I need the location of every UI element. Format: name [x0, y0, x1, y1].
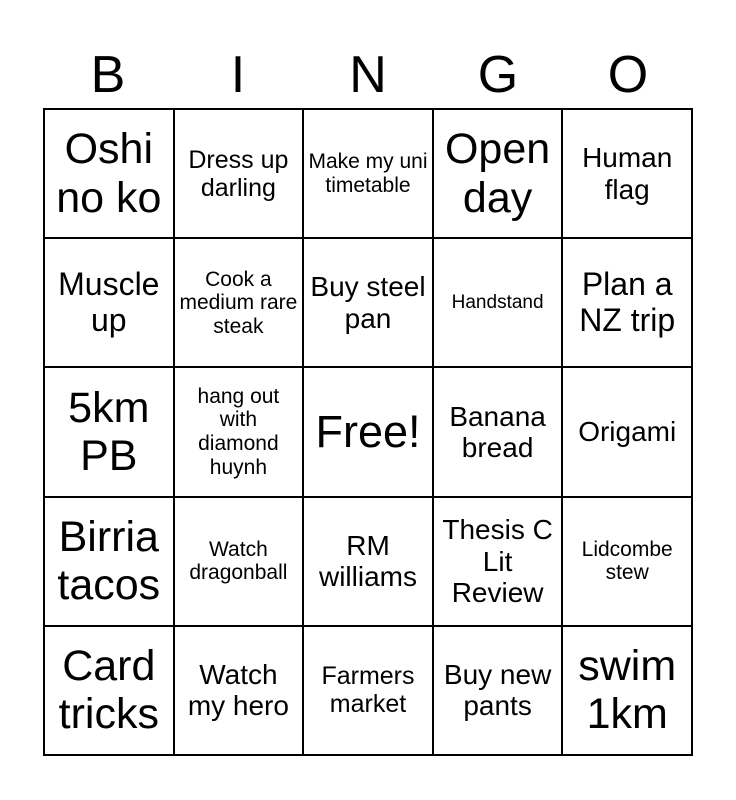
- bingo-cell[interactable]: Thesis C Lit Review: [433, 497, 563, 626]
- bingo-cell[interactable]: hang out with diamond huynh: [174, 367, 304, 496]
- bingo-cell[interactable]: Watch my hero: [174, 626, 304, 755]
- bingo-cell[interactable]: Origami: [562, 367, 692, 496]
- bingo-cell[interactable]: Human flag: [562, 109, 692, 238]
- bingo-cell[interactable]: Buy new pants: [433, 626, 563, 755]
- bingo-cell[interactable]: Open day: [433, 109, 563, 238]
- header-letter-o: O: [607, 46, 649, 104]
- bingo-cell[interactable]: Buy steel pan: [303, 238, 433, 367]
- bingo-cell[interactable]: Banana bread: [433, 367, 563, 496]
- bingo-board: [43, 108, 693, 756]
- bingo-cell[interactable]: Watch dragonball: [174, 497, 304, 626]
- bingo-cell[interactable]: Lidcombe stew: [562, 497, 692, 626]
- bingo-cell[interactable]: Dress up darling: [174, 109, 304, 238]
- bingo-cell[interactable]: RM williams: [303, 497, 433, 626]
- header-letter-g: G: [477, 46, 519, 104]
- bingo-cell[interactable]: Card tricks: [44, 626, 174, 755]
- bingo-cell[interactable]: swim 1km: [562, 626, 692, 755]
- bingo-header: [43, 44, 693, 106]
- bingo-cell[interactable]: Farmers market: [303, 626, 433, 755]
- bingo-cell[interactable]: Handstand: [433, 238, 563, 367]
- header-letter-i: I: [230, 46, 246, 104]
- bingo-cell[interactable]: Birria tacos: [44, 497, 174, 626]
- bingo-cell[interactable]: Oshi no ko: [44, 109, 174, 238]
- bingo-cell[interactable]: Cook a medium rare steak: [174, 238, 304, 367]
- bingo-cell[interactable]: 5km PB: [44, 367, 174, 496]
- header-letter-b: B: [90, 46, 126, 104]
- bingo-cell[interactable]: Plan a NZ trip: [562, 238, 692, 367]
- header-letter-n: N: [349, 46, 387, 104]
- bingo-cell[interactable]: Muscle up: [44, 238, 174, 367]
- free-space-cell[interactable]: Free!: [303, 367, 433, 496]
- bingo-cell[interactable]: Make my uni timetable: [303, 109, 433, 238]
